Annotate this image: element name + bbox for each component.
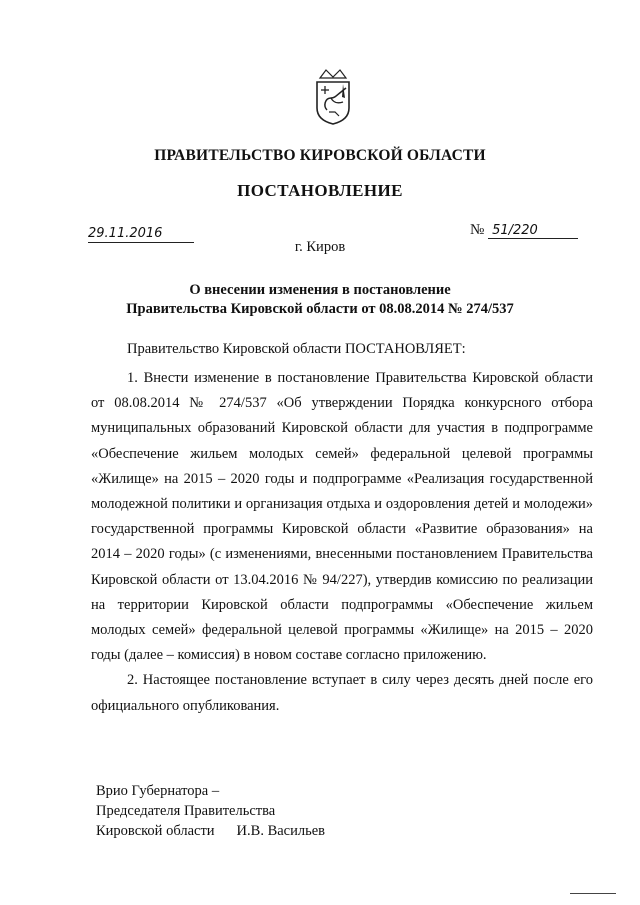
document-number-block: [470, 222, 578, 239]
subject-line-1: О внесении изменения в постановление: [189, 282, 451, 298]
signature-title-line-1: Врио Губернатора –: [96, 783, 220, 799]
document-number: 51/220: [488, 223, 578, 239]
signature-title-line-2: Председателя Правительства: [96, 803, 276, 819]
signature-region: Кировской области: [96, 823, 215, 839]
resolution-intro: Правительство Кировской области ПОСТАНОВЛЯЕТ:: [127, 341, 466, 357]
subject-line-2: Правительства Кировской области от 08.08.2014 № 274/537: [126, 301, 514, 317]
paragraph-2: 2. Настоящее постановление вступает в силу через десять дней после его официального опубликования.: [91, 672, 593, 714]
resolution-body: [91, 366, 593, 719]
document-type-title: ПОСТАНОВЛЕНИЕ: [237, 181, 403, 200]
signature-block: [96, 781, 325, 841]
signature-title-line-3: [96, 821, 325, 841]
signatory-name: И.В. Васильев: [236, 823, 325, 839]
document-date: 29.11.2016: [88, 225, 194, 243]
city-label: г. Киров: [294, 239, 346, 255]
number-label: №: [470, 222, 485, 238]
government-title: ПРАВИТЕЛЬСТВО КИРОВСКОЙ ОБЛАСТИ: [154, 147, 486, 164]
coat-of-arms-icon: [313, 68, 353, 126]
document-subject: [0, 281, 640, 319]
scan-mark-divider: [570, 893, 616, 894]
paragraph-1: 1. Внести изменение в постановление Правительства Кировской области от 08.08.2014 № 274/537 «Об утверждении Порядка конкурсного отбора муниципальных образований Кировской области для участия в подпрограмме «Обеспечение жильем молодых семей» федеральной целевой программы «Жилище» на 2015 – 2020 годы и подпрограмме «Реализация государственной молодежной политики и организация отдыха и оздоровления детей и молодежи» государственной программы Кировской области «Развитие образования» на 2014 – 2020 годы» (с изменениями, внесенными постановлением Правительства Кировской области от 13.04.2016 № 94/227), утвердив комиссию по реализации на территории Кировской области подпрограммы «Обеспечение жильем молодых семей» федеральной целевой программы «Жилище» на 2015 – 2020 годы (далее – комиссия) в новом составе согласно приложению.: [91, 370, 593, 664]
